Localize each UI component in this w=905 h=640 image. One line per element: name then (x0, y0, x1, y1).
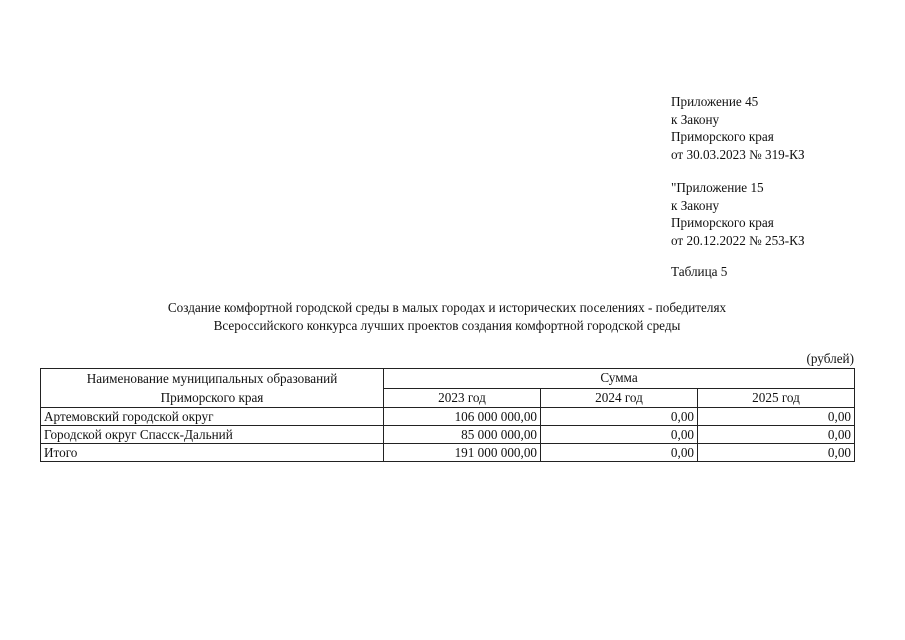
row-value-2024: 0,00 (541, 426, 698, 444)
row-value-2025: 0,00 (698, 426, 855, 444)
appendix-original-line1: "Приложение 15 (671, 180, 764, 195)
table-number: Таблица 5 (671, 264, 728, 279)
appendix-original-line2: к Закону (671, 197, 720, 213)
row-value-2023: 106 000 000,00 (384, 408, 541, 426)
total-value-2024: 0,00 (541, 444, 698, 462)
appendix-original-line3: Приморского края (671, 215, 774, 230)
row-name: Городской округ Спасск-Дальний (41, 426, 384, 444)
header-municipality (41, 369, 384, 408)
unit-label: (рублей) (806, 351, 854, 366)
appendix-current-line1: Приложение 45 (671, 94, 759, 109)
table-row (41, 426, 855, 444)
appendix-current-line2: к Закону (671, 111, 720, 127)
row-value-2023: 85 000 000,00 (384, 426, 541, 444)
appendix-original-block (671, 179, 805, 249)
appendix-current-line3: Приморского края (671, 129, 774, 144)
header-municipality-line1: Наименование муниципальных образований (86, 371, 338, 386)
table-total-row (41, 444, 855, 462)
header-year-2025: 2025 год (698, 388, 855, 408)
row-value-2025: 0,00 (698, 408, 855, 426)
total-value-2023: 191 000 000,00 (384, 444, 541, 462)
total-name: Итого (41, 444, 384, 462)
header-year-2023: 2023 год (384, 388, 541, 408)
appendix-current-block (671, 93, 805, 163)
row-value-2024: 0,00 (541, 408, 698, 426)
header-sum: Сумма (384, 369, 855, 389)
appendix-current-line4: от 30.03.2023 № 319-КЗ (671, 146, 805, 162)
budget-table (40, 368, 855, 462)
header-municipality-line2: Приморского края (160, 390, 264, 405)
table-header-row (41, 369, 855, 389)
table-row (41, 408, 855, 426)
document-title (40, 299, 854, 335)
total-value-2025: 0,00 (698, 444, 855, 462)
title-line1: Создание комфортной городской среды в малых городах и исторических поселениях - победителях (167, 300, 727, 315)
appendix-original-line4: от 20.12.2022 № 253-КЗ (671, 232, 805, 248)
header-year-2024: 2024 год (541, 388, 698, 408)
row-name: Артемовский городской округ (41, 408, 384, 426)
title-line2: Всероссийского конкурса лучших проектов создания комфортной городской среды (213, 318, 681, 333)
